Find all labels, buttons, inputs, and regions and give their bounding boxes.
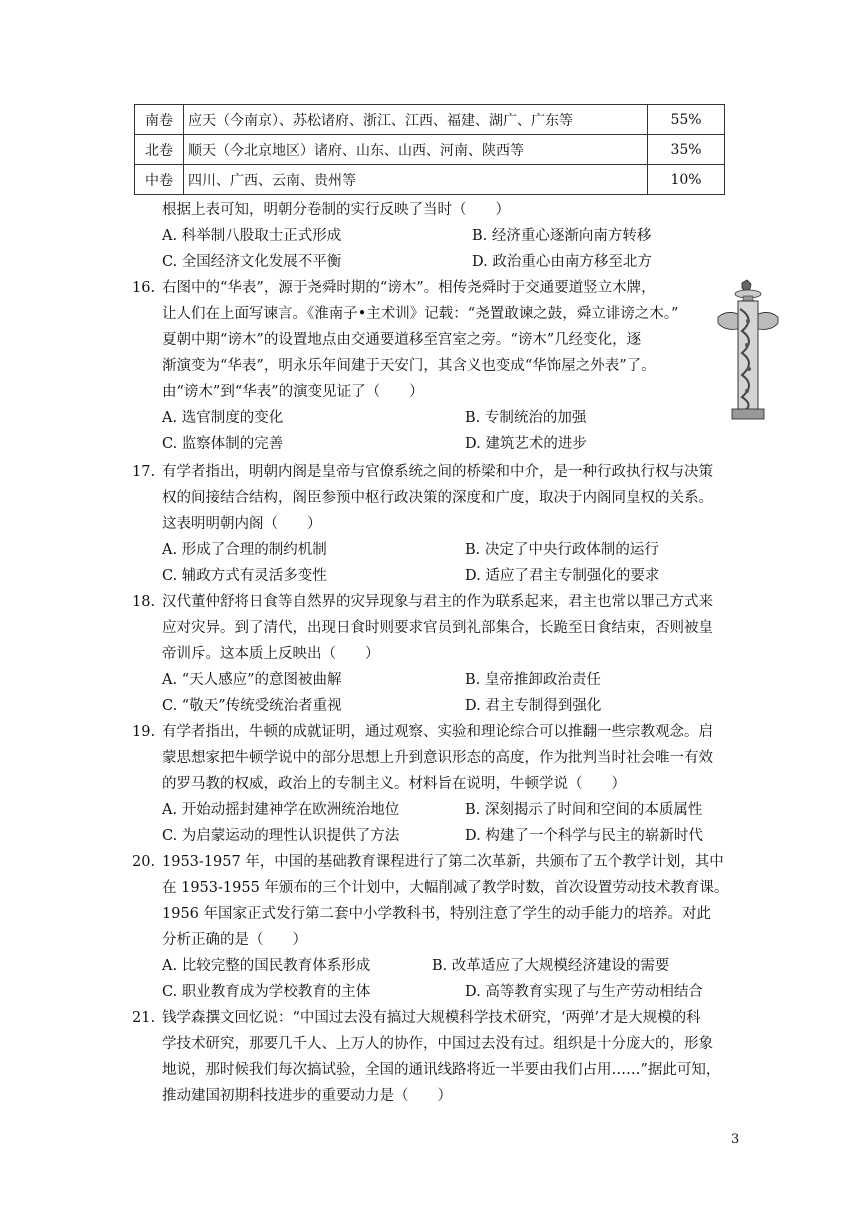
option-a: A. 比较完整的国民教育体系形成 xyxy=(162,958,371,974)
question-17-line: 权的间接结合结构，阁臣参预中枢行政决策的深度和广度，取决于内阁同皇权的关系。 xyxy=(162,490,713,506)
question-21-line: 地说，那时候我们每次搞试验，全国的通讯线路将近一半要由我们占用……”据此可知， xyxy=(162,1062,721,1078)
page-number: 3 xyxy=(731,1132,740,1147)
table-cell: 顺天（今北京地区）诸府、山东、山西、河南、陕西等 xyxy=(184,135,648,165)
question-18-line: 帝训斥。这本质上反映出（ ） xyxy=(162,646,380,662)
option-b: B. 皇帝推卸政治责任 xyxy=(465,672,601,688)
table-cell: 35% xyxy=(648,135,725,165)
question-number: 17. xyxy=(132,464,156,480)
question-21-line: 钱学森撰文回忆说：“中国过去没有搞过大规模科学技术研究，‘两弹’才是大规模的科 xyxy=(162,1010,701,1026)
option-c: C. 为启蒙运动的理性认识提供了方法 xyxy=(162,828,400,844)
option-a: A. 形成了合理的制约机制 xyxy=(162,542,327,558)
option-c: C. 全国经济文化发展不平衡 xyxy=(162,254,342,270)
question-20-line: 在 1953-1955 年颁布的三个计划中，大幅削减了教学时数，首次设置劳动技术教育课。 xyxy=(162,880,729,896)
question-16-line: 由“谤木”到“华表”的演变见证了（ ） xyxy=(162,384,424,400)
table-row xyxy=(135,105,725,135)
question-number: 16. xyxy=(132,280,156,296)
option-c: C. 职业教育成为学校教育的主体 xyxy=(162,984,371,1000)
question-number: 18. xyxy=(132,594,156,610)
question-19-line: 的罗马教的权威，政治上的专制主义。材料旨在说明，牛顿学说（ ） xyxy=(162,776,626,792)
option-a: A. “天人感应”的意图被曲解 xyxy=(162,672,342,688)
option-d: D. 建筑艺术的进步 xyxy=(465,436,587,452)
table-cell: 应天（今南京）、苏松诸府、浙江、江西、福建、湖广、广东等 xyxy=(184,105,648,135)
option-b: B. 专制统治的加强 xyxy=(465,410,587,426)
option-a: A. 开始动摇封建神学在欧洲统治地位 xyxy=(162,802,400,818)
question-19-line: 蒙思想家把牛顿学说中的部分思想上升到意识形态的高度，作为批判当时社会唯一有效 xyxy=(162,750,713,766)
option-c: C. 监察体制的完善 xyxy=(162,436,284,452)
question-20-line: 1956 年国家正式发行第二套中小学教科书，特别注意了学生的动手能力的培养。对此 xyxy=(162,906,712,922)
table-cell: 中卷 xyxy=(135,165,184,195)
question-number: 20. xyxy=(132,854,156,870)
question-16-line: 夏朝中期“谤木”的设置地点由交通要道移至宫室之旁。“谤木”几经变化，逐 xyxy=(162,332,642,348)
option-c: C. 辅政方式有灵活多变性 xyxy=(162,568,327,584)
option-d: D. 构建了一个科学与民主的崭新时代 xyxy=(465,828,703,844)
question-number: 19. xyxy=(132,724,156,740)
table-row xyxy=(135,165,725,195)
option-d: D. 适应了君主专制强化的要求 xyxy=(465,568,660,584)
option-c: C. “敬天”传统受统治者重视 xyxy=(162,698,342,714)
question-number: 21. xyxy=(132,1010,156,1026)
table-cell: 四川、广西、云南、贵州等 xyxy=(184,165,648,195)
question-16-line: 让人们在上面写谏言。《淮南子•主术训》记载：“尧置敢谏之鼓，舜立诽谤之木。” xyxy=(162,306,679,322)
table-cell: 10% xyxy=(648,165,725,195)
question-17-line: 有学者指出，明朝内阁是皇帝与官僚系统之间的桥梁和中介，是一种行政执行权与决策 xyxy=(162,464,713,480)
option-b: B. 改革适应了大规模经济建设的需要 xyxy=(432,958,670,974)
option-d: D. 政治重心由南方移至北方 xyxy=(472,254,652,270)
question-21-line: 推动建国初期科技进步的重要动力是（ ） xyxy=(162,1088,452,1104)
question-19-line: 有学者指出，牛顿的成就证明，通过观察、实验和理论综合可以推翻一些宗教观念。启 xyxy=(162,724,713,740)
question-18-line: 应对灾异。到了清代，出现日食时则要求官员到礼部集合，长跪至日食结束，否则被皇 xyxy=(162,620,713,636)
option-b: B. 深刻揭示了时间和空间的本质属性 xyxy=(465,802,703,818)
question-15-stem: 根据上表可知，明朝分卷制的实行反映了当时（ ） xyxy=(162,202,510,218)
huabiao-image xyxy=(714,279,782,421)
question-16-line: 渐演变为“华表”，明永乐年间建于天安门，其含义也变成“华饰屋之外表”了。 xyxy=(162,358,656,374)
table-row xyxy=(135,135,725,165)
question-20-line: 1953-1957 年，中国的基础教育课程进行了第二次革新，共颁布了五个教学计划，其中 xyxy=(162,854,724,870)
table-cell: 55% xyxy=(648,105,725,135)
option-a: A. 科举制八股取士正式形成 xyxy=(162,228,342,244)
question-16-line: 右图中的“华表”，源于尧舜时期的“谤木”。相传尧舜时于交通要道竖立木牌， xyxy=(162,280,656,296)
option-d: D. 君主专制得到强化 xyxy=(465,698,602,714)
question-21-line: 学技术研究，那要几千人、上万人的协作，中国过去没有过。组织是十分庞大的，形象 xyxy=(162,1036,713,1052)
table-cell: 北卷 xyxy=(135,135,184,165)
question-17-line: 这表明明朝内阁（ ） xyxy=(162,516,322,532)
option-d: D. 高等教育实现了与生产劳动相结合 xyxy=(465,984,703,1000)
table-cell: 南卷 xyxy=(135,105,184,135)
option-b: B. 经济重心逐渐向南方转移 xyxy=(472,228,652,244)
question-20-line: 分析正确的是（ ） xyxy=(162,932,307,948)
option-a: A. 选官制度的变化 xyxy=(162,410,284,426)
option-b: B. 决定了中央行政体制的运行 xyxy=(465,542,659,558)
question-18-line: 汉代董仲舒将日食等自然界的灾异现象与君主的作为联系起来，君主也常以罪己方式来 xyxy=(162,594,713,610)
quota-table xyxy=(134,104,725,195)
